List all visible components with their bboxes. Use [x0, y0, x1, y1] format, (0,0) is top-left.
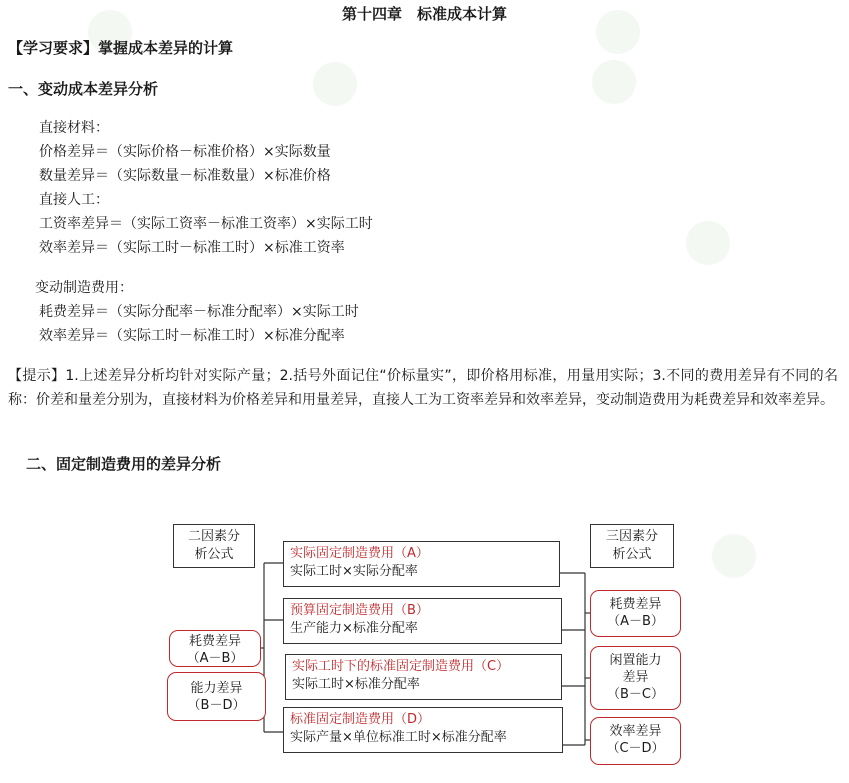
wage-rate-variance: 工资率差异＝（实际工资率－标准工资率）×实际工时: [39, 216, 373, 232]
standard-fixed-overhead-box: [283, 707, 563, 753]
actual-fixed-overhead-formula: 实际工时×实际分配率: [290, 564, 418, 579]
overhead-efficiency-variance: 效率差异＝（实际工时－标准工时）×标准分配率: [39, 328, 345, 344]
page-title: 第十四章 标准成本计算: [341, 5, 507, 23]
quantity-variance: 数量差异＝（实际数量－标准数量）×标准价格: [39, 168, 331, 184]
right-efficiency-variance-box: [590, 717, 681, 765]
right-idle-capacity-variance-box: [590, 646, 681, 710]
right-spending-variance-line1: 耗费差异: [609, 597, 662, 612]
standard-at-actual-hours-box: [285, 654, 562, 700]
budget-fixed-overhead-formula: 生产能力×标准分配率: [290, 621, 418, 636]
left-spending-variance-box: [169, 630, 261, 667]
left-spending-variance-line1: 耗费差异: [188, 634, 241, 649]
right-idle-capacity-line1: 闲置能力: [609, 653, 662, 668]
standard-fixed-overhead-title: 标准固定制造费用（D）: [290, 712, 431, 727]
right-spending-variance-box: [590, 590, 681, 637]
tip-label: 【提示】: [8, 368, 66, 384]
labor-efficiency-variance: 效率差异＝（实际工时－标准工时）×标准工资率: [39, 240, 345, 256]
price-variance: 价格差异＝（实际价格－标准价格）×实际数量: [39, 144, 331, 160]
standard-at-actual-hours-formula: 实际工时×标准分配率: [292, 677, 420, 692]
labor-label: 直接人工：: [39, 192, 109, 208]
two-factor-line1: 二因素分: [187, 529, 240, 544]
learning-text: 掌握成本差异的计算: [98, 39, 234, 57]
spending-variance: 耗费差异＝（实际分配率－标准分配率）×实际工时: [39, 304, 359, 320]
actual-fixed-overhead-title: 实际固定制造费用（A）: [290, 546, 429, 561]
two-factor-box: [173, 524, 255, 568]
material-label: 直接材料：: [39, 120, 109, 136]
left-capacity-variance-box: [167, 672, 266, 721]
learning-label: 【学习要求】: [8, 39, 99, 57]
budget-fixed-overhead-title: 预算固定制造费用（B）: [290, 603, 429, 618]
left-capacity-variance-line2: （B－D）: [187, 698, 246, 713]
right-spending-variance-line2: （A－B）: [607, 614, 664, 629]
two-factor-line2: 析公式: [194, 547, 234, 562]
three-factor-line1: 三因素分: [605, 529, 658, 544]
right-idle-capacity-line2: 差异: [622, 670, 649, 685]
budget-fixed-overhead-box: [283, 598, 562, 644]
section1-heading: 一、变动成本差异分析: [8, 80, 159, 98]
standard-at-actual-hours-title: 实际工时下的标准固定制造费用（C）: [292, 659, 510, 674]
right-efficiency-variance-line1: 效率差异: [609, 724, 662, 739]
variable-overhead-label: 变动制造费用：: [35, 280, 133, 296]
right-idle-capacity-line3: （B－C）: [607, 687, 664, 702]
actual-fixed-overhead-box: [283, 541, 560, 587]
standard-fixed-overhead-formula: 实际产量×单位标准工时×标准分配率: [290, 730, 507, 745]
three-factor-box: [590, 524, 674, 568]
left-capacity-variance-line1: 能力差异: [190, 681, 243, 696]
section2-heading: 二、固定制造费用的差异分析: [26, 455, 222, 473]
three-factor-line2: 析公式: [612, 547, 652, 562]
left-spending-variance-line2: （A－B）: [186, 651, 244, 666]
right-efficiency-variance-line2: （C－D）: [606, 741, 665, 756]
tip-text: 1.上述差异分析均针对实际产量；2.括号外面记住“价标量实”，即价格用标准，用量用实际；3.不同的费用差异有不同的名称：价差和量差分别为，直接材料为价格差异和用量差异，直接人工为工资率差异和效率差异，变动制造费用为耗费差异和效率差异。: [8, 368, 839, 408]
